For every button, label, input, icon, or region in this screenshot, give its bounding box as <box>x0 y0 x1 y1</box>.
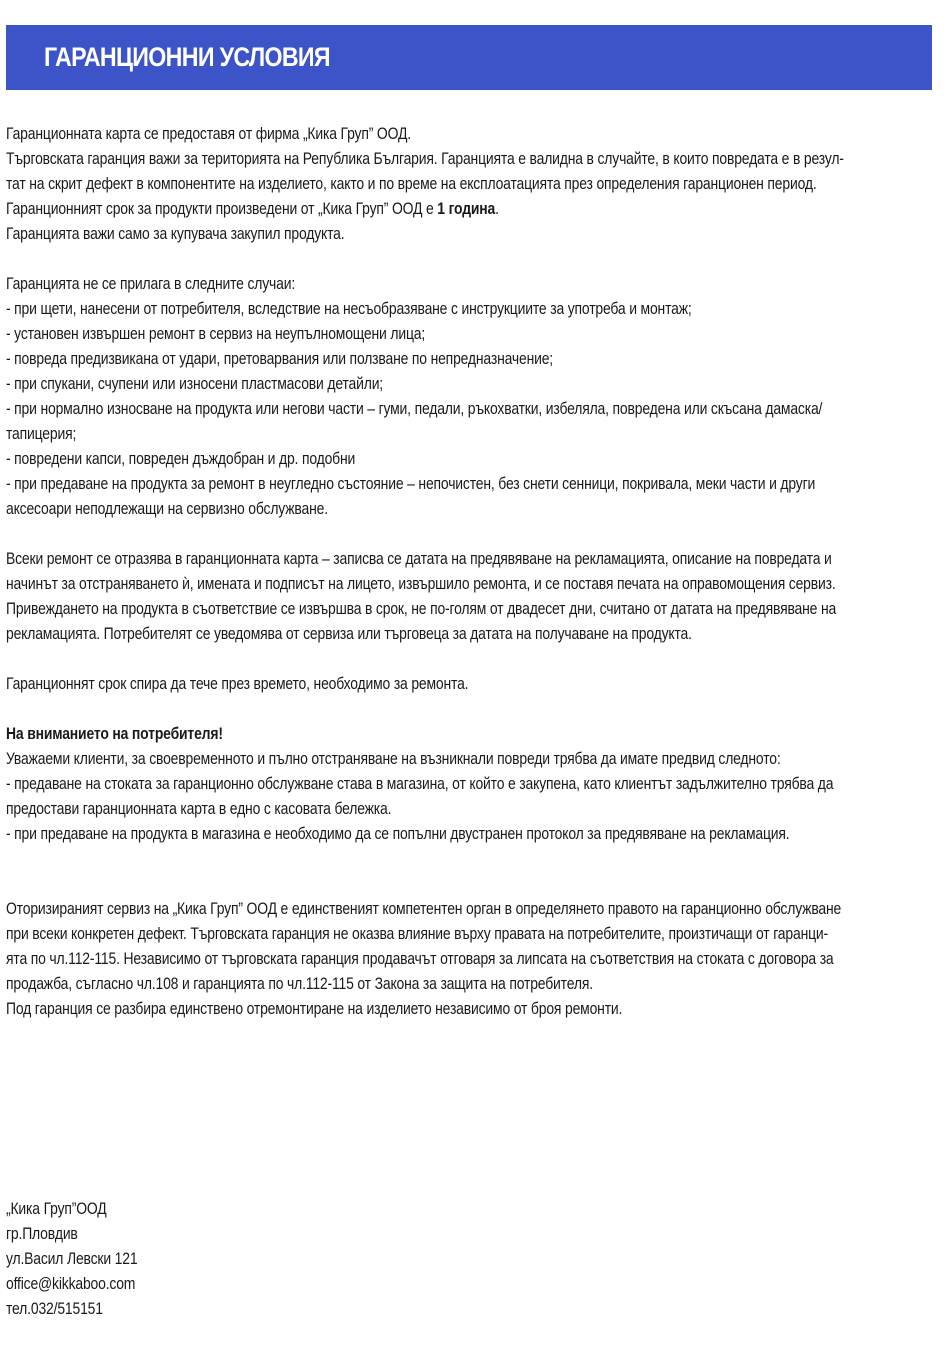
warranty-period-value: 1 година <box>437 200 496 218</box>
period-stop-text: Гаранционнят срок спира да тече през времето, необходимо за ремонта. <box>6 675 469 693</box>
company-email: office@kikkaboo.com <box>6 1275 136 1293</box>
spacer <box>6 522 893 547</box>
spacer <box>6 847 893 897</box>
spacer <box>6 1147 893 1197</box>
company-name: „Кика Груп”ООД <box>6 1200 107 1218</box>
warranty-period-end: . <box>495 200 499 218</box>
attention-line: - предаване на стоката за гаранционно обслужване става в магазина, от който е закупена, като клиентът задължително трябва да <box>6 775 834 793</box>
company-phone: тел.032/515151 <box>6 1300 103 1318</box>
exclusion-item: - при щети, нанесени от потребителя, вследствие на несъобразяване с инструкциите за употреба и монтаж; <box>6 300 692 318</box>
exclusion-item: - при нормално износване на продукта или негови части – гуми, педали, ръкохватки, избеляла, повредена или скъсана дамаска/ <box>6 400 823 418</box>
exclusion-item: - повреда предизвикана от удари, претоварвания или ползване по непредназначение; <box>6 350 554 368</box>
authorized-service-section <box>6 897 893 1022</box>
company-street: ул.Васил Левски 121 <box>6 1250 138 1268</box>
exclusion-item: - при предаване на продукта за ремонт в неугледно състояние – непочистен, без снети сенници, покривала, меки части и други <box>6 475 816 493</box>
contact-block <box>6 1197 893 1322</box>
spacer <box>6 647 893 672</box>
exclusion-item: аксесоари неподлежащи на сервизно обслужване. <box>6 500 328 518</box>
attention-line: - при предаване на продукта в магазина е необходимо да се попълни двустранен протокол за предявяване на рекламация. <box>6 825 790 843</box>
company-city: гр.Пловдив <box>6 1225 78 1243</box>
spacer <box>6 697 893 722</box>
intro-line-4 <box>6 197 893 222</box>
repairs-line: Всеки ремонт се отразява в гаранционната карта – записва се датата на предявяване на рекламацията, описание на повредата и <box>6 550 832 568</box>
exclusion-item: - установен извършен ремонт в сервиз на неупълномощени лица; <box>6 325 426 343</box>
page-title: ГАРАНЦИОННИ УСЛОВИЯ <box>44 42 330 72</box>
authorized-service-line: Под гаранция се разбира единствено отремонтиране на изделието независимо от броя ремонти. <box>6 1000 623 1018</box>
attention-line: предостави гаранционната карта в едно с касовата бележка. <box>6 800 392 818</box>
exclusions-section <box>6 272 893 522</box>
spacer <box>6 1022 893 1147</box>
authorized-service-line: продажба, съгласно чл.108 и гаранцията по чл.112-115 от Закона за защита на потребителя. <box>6 975 593 993</box>
exclusion-item: тапицерия; <box>6 425 77 443</box>
spacer <box>6 247 893 272</box>
header-banner <box>6 25 932 90</box>
intro-line-5: Гаранцията важи само за купувача закупил продукта. <box>6 225 345 243</box>
attention-heading: На вниманието на потребителя! <box>6 725 223 743</box>
attention-section <box>6 722 893 847</box>
intro-line-2: Търговската гаранция важи за територията на Република България. Гаранцията е валидна в случайте, в които повредата е в резул- <box>6 150 844 168</box>
repairs-section <box>6 547 893 647</box>
intro-section <box>6 122 893 247</box>
exclusions-heading: Гаранцията не се прилага в следните случаи: <box>6 275 296 293</box>
authorized-service-line: Оторизираният сервиз на „Кика Груп” ООД е единственият компетентен орган в определянето правото на гаранционно обслужване <box>6 900 842 918</box>
repairs-line: Привеждането на продукта в съответствие се извършва в срок, не по-голям от двадесет дни, считано от датата на предявяване на <box>6 600 837 618</box>
attention-line: Уважаеми клиенти, за своевременното и пълно отстраняване на възникнали повреди трябва да имате предвид следното: <box>6 750 781 768</box>
authorized-service-line: ята по чл.112-115. Независимо от търговската гаранция продавачът отговаря за липсата на съответствия на стоката с договора за <box>6 950 834 968</box>
document-body <box>6 122 893 1322</box>
exclusion-item: - при спукани, счупени или износени пластмасови детайли; <box>6 375 384 393</box>
intro-line-3: тат на скрит дефект в компонентите на изделието, както и по време на експлоатацията през определения гаранционен период. <box>6 175 817 193</box>
exclusion-item: - повредени капси, повреден дъждобран и др. подобни <box>6 450 356 468</box>
repairs-line: начинът за отстраняването ѝ, имената и подписът на лицето, извършило ремонта, и се поставя печата на оправомощения сервиз. <box>6 575 836 593</box>
intro-line-1: Гаранционната карта се предоставя от фирма „Кика Груп” ООД. <box>6 125 411 143</box>
repairs-line: рекламацията. Потребителят се уведомява от сервиза или търговеца за датата на получаване на продукта. <box>6 625 692 643</box>
authorized-service-line: при всеки конкретен дефект. Търговската гаранция не оказва влияние върху правата на потребителите, произтичащи от гаранци- <box>6 925 829 943</box>
warranty-period-text: Гаранционният срок за продукти произведени от „Кика Груп” ООД е <box>6 200 438 218</box>
